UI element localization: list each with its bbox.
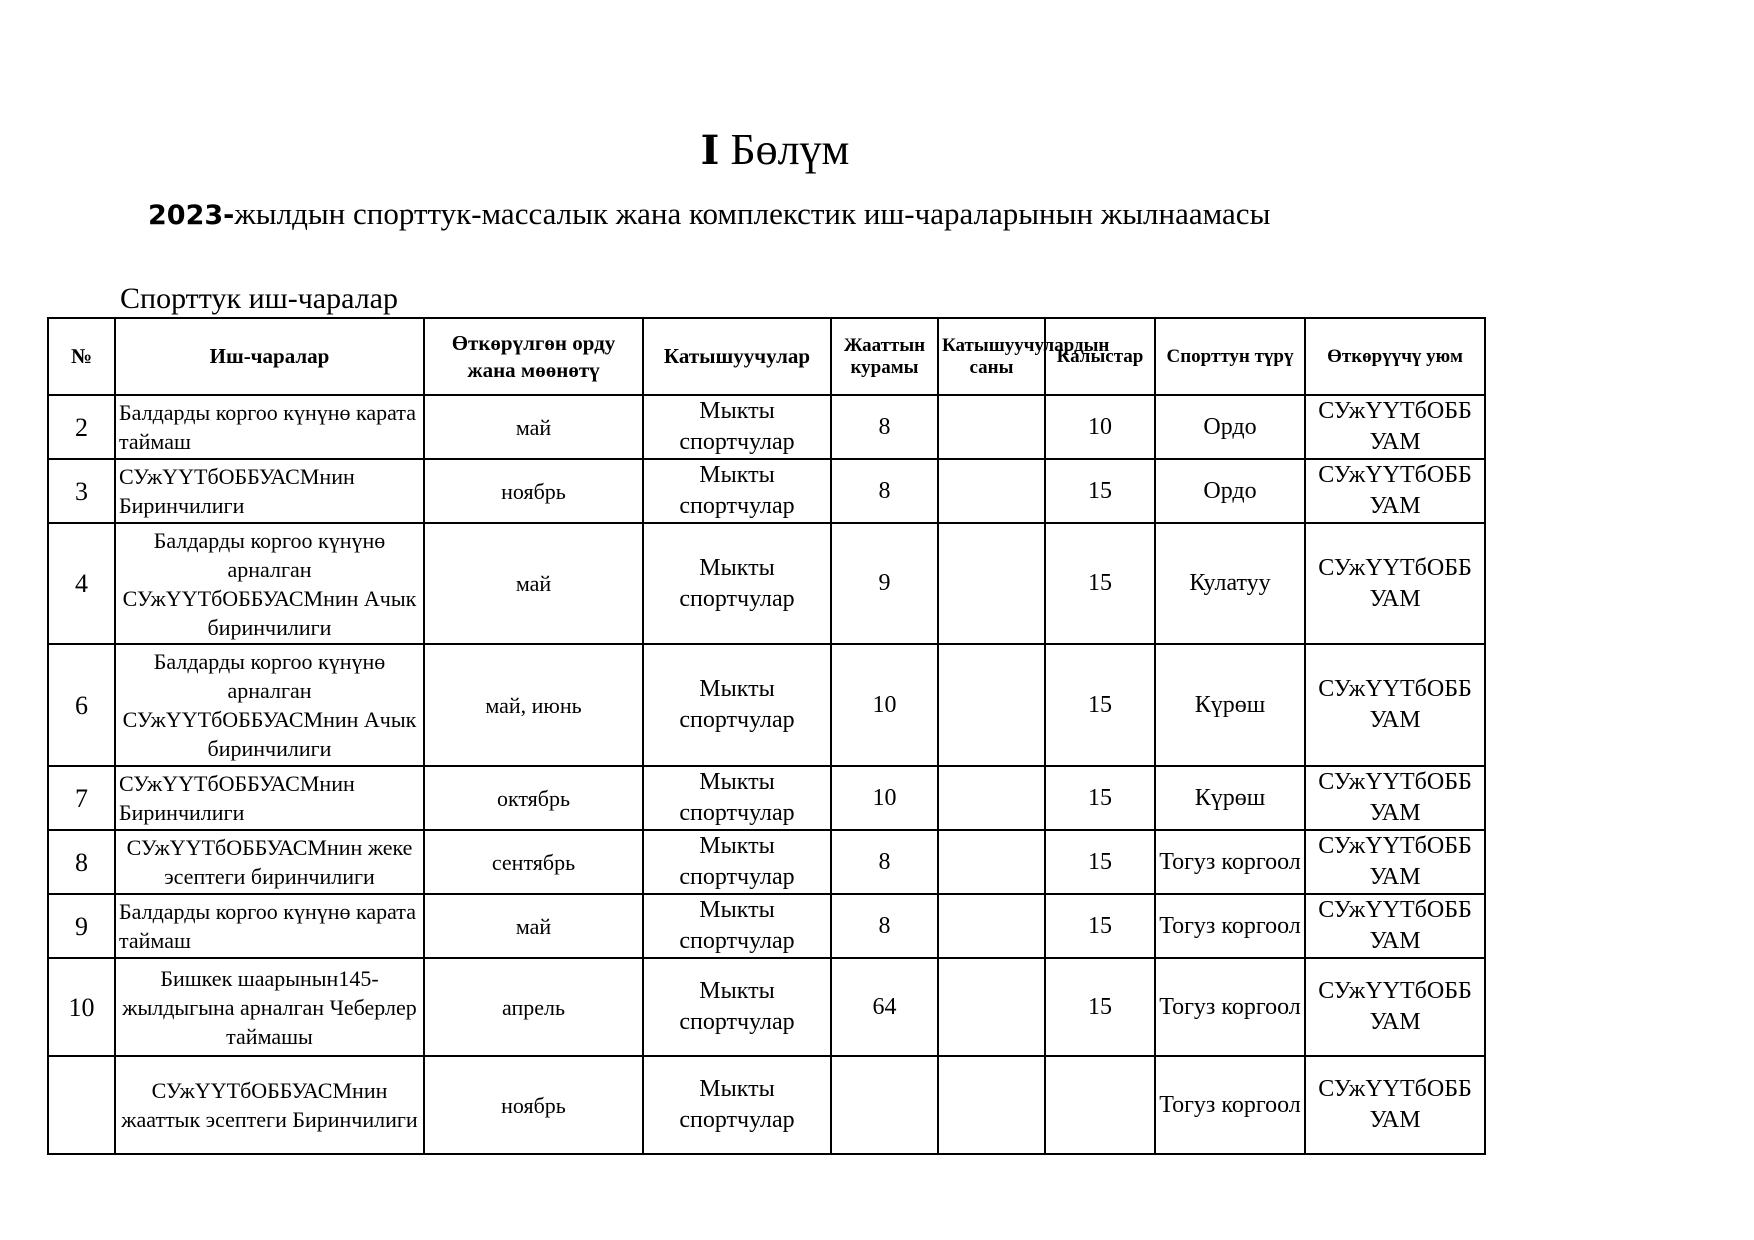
cell-organizer: СУжҮҮТбОББ УАМ <box>1305 523 1485 644</box>
subtitle-year: 2023- <box>148 200 235 231</box>
cell-team: 9 <box>831 523 938 644</box>
cell-sport: Күрөш <box>1155 644 1305 766</box>
cell-count <box>938 894 1045 958</box>
cell-participants: Мыкты спортчулар <box>643 395 831 459</box>
cell-participants: Мыкты спортчулар <box>643 766 831 830</box>
header-sport: Спорттун түрү <box>1155 318 1305 395</box>
table-header-row <box>48 318 1485 395</box>
cell-event: Балдарды коргоо күнүнө арналган СУжҮҮТбОББУАСМнин Ачык биринчилиги <box>115 644 424 766</box>
cell-count <box>938 830 1045 894</box>
cell-num: 4 <box>48 523 115 644</box>
subtitle-text: жылдын спорттук-массалык жана комплекстик иш-чараларынын жылнаамасы <box>234 196 1271 231</box>
cell-team: 8 <box>831 830 938 894</box>
cell-date: май <box>424 523 643 644</box>
cell-sport: Ордо <box>1155 395 1305 459</box>
cell-judges: 15 <box>1045 459 1155 523</box>
header-num: № <box>48 318 115 395</box>
cell-num <box>48 1056 115 1154</box>
cell-date: ноябрь <box>424 1056 643 1154</box>
header-team: Жааттын курамы <box>831 318 938 395</box>
events-table <box>47 317 1486 1155</box>
heading-number: I <box>700 127 720 174</box>
cell-event: СУжҮҮТбОББУАСМнин жеке эсептеги биринчилиги <box>115 830 424 894</box>
cell-organizer: СУжҮҮТбОББ УАМ <box>1305 766 1485 830</box>
cell-count <box>938 958 1045 1056</box>
header-organizer: Өткөрүүчү уюм <box>1305 318 1485 395</box>
cell-event: Балдарды коргоо күнүнө арналган СУжҮҮТбОББУАСМнин Ачык биринчилиги <box>115 523 424 644</box>
cell-num: 9 <box>48 894 115 958</box>
header-count: Катышуучулардын саны <box>938 318 1045 395</box>
cell-judges <box>1045 1056 1155 1154</box>
cell-team: 8 <box>831 395 938 459</box>
cell-judges: 15 <box>1045 644 1155 766</box>
cell-event: Бишкек шаарынын145-жылдыгына арналган Чеберлер таймашы <box>115 958 424 1056</box>
section-title: Спорттук иш-чаралар <box>120 282 398 315</box>
table-row <box>48 459 1485 523</box>
cell-date: апрель <box>424 958 643 1056</box>
cell-count <box>938 644 1045 766</box>
cell-date: сентябрь <box>424 830 643 894</box>
cell-organizer: СУжҮҮТбОББ УАМ <box>1305 1056 1485 1154</box>
cell-sport: Тогуз коргоол <box>1155 958 1305 1056</box>
table-row <box>48 766 1485 830</box>
cell-participants: Мыкты спортчулар <box>643 523 831 644</box>
cell-participants: Мыкты спортчулар <box>643 894 831 958</box>
cell-count <box>938 523 1045 644</box>
cell-date: май, июнь <box>424 644 643 766</box>
cell-sport: Ордо <box>1155 459 1305 523</box>
cell-judges: 10 <box>1045 395 1155 459</box>
cell-organizer: СУжҮҮТбОББ УАМ <box>1305 644 1485 766</box>
cell-event: СУжҮҮТбОББУАСМнин жааттык эсептеги Биринчилиги <box>115 1056 424 1154</box>
cell-judges: 15 <box>1045 523 1155 644</box>
cell-num: 6 <box>48 644 115 766</box>
cell-organizer: СУжҮҮТбОББ УАМ <box>1305 395 1485 459</box>
cell-num: 7 <box>48 766 115 830</box>
cell-sport: Тогуз коргоол <box>1155 1056 1305 1154</box>
cell-date: ноябрь <box>424 459 643 523</box>
cell-organizer: СУжҮҮТбОББ УАМ <box>1305 830 1485 894</box>
table-row <box>48 523 1485 644</box>
cell-count <box>938 1056 1045 1154</box>
cell-team: 64 <box>831 958 938 1056</box>
table-row <box>48 894 1485 958</box>
cell-count <box>938 766 1045 830</box>
cell-organizer: СУжҮҮТбОББ УАМ <box>1305 958 1485 1056</box>
table-row <box>48 644 1485 766</box>
cell-event: Балдарды коргоо күнүнө карата таймаш <box>115 395 424 459</box>
cell-team: 10 <box>831 644 938 766</box>
cell-participants: Мыкты спортчулар <box>643 958 831 1056</box>
header-event: Иш-чаралар <box>115 318 424 395</box>
page-subtitle <box>148 196 1270 232</box>
table-row <box>48 1056 1485 1154</box>
header-place-date: Өткөрүлгөн орду жана мөөнөтү <box>424 318 643 395</box>
table-row <box>48 395 1485 459</box>
cell-event: СУжҮҮТбОББУАСМнин Биринчилиги <box>115 459 424 523</box>
cell-date: октябрь <box>424 766 643 830</box>
cell-date: май <box>424 395 643 459</box>
cell-participants: Мыкты спортчулар <box>643 644 831 766</box>
cell-organizer: СУжҮҮТбОББ УАМ <box>1305 894 1485 958</box>
cell-sport: Кулатуу <box>1155 523 1305 644</box>
cell-judges: 15 <box>1045 894 1155 958</box>
table-row <box>48 958 1485 1056</box>
cell-num: 8 <box>48 830 115 894</box>
cell-num: 2 <box>48 395 115 459</box>
cell-team: 8 <box>831 459 938 523</box>
cell-num: 10 <box>48 958 115 1056</box>
cell-participants: Мыкты спортчулар <box>643 1056 831 1154</box>
cell-date: май <box>424 894 643 958</box>
table-row <box>48 830 1485 894</box>
cell-sport: Тогуз коргоол <box>1155 894 1305 958</box>
cell-team: 8 <box>831 894 938 958</box>
cell-team: 10 <box>831 766 938 830</box>
cell-num: 3 <box>48 459 115 523</box>
header-participants: Катышуучулар <box>643 318 831 395</box>
cell-sport: Тогуз коргоол <box>1155 830 1305 894</box>
cell-judges: 15 <box>1045 830 1155 894</box>
cell-team <box>831 1056 938 1154</box>
cell-count <box>938 459 1045 523</box>
heading-text: Бөлүм <box>719 125 850 174</box>
cell-judges: 15 <box>1045 958 1155 1056</box>
cell-event: Балдарды коргоо күнүнө карата таймаш <box>115 894 424 958</box>
cell-sport: Күрөш <box>1155 766 1305 830</box>
cell-organizer: СУжҮҮТбОББ УАМ <box>1305 459 1485 523</box>
cell-participants: Мыкты спортчулар <box>643 830 831 894</box>
cell-participants: Мыкты спортчулар <box>643 459 831 523</box>
header-judges: Калыстар <box>1045 318 1155 395</box>
cell-count <box>938 395 1045 459</box>
cell-event: СУжҮҮТбОББУАСМнин Биринчилиги <box>115 766 424 830</box>
page-heading <box>0 124 1550 175</box>
cell-judges: 15 <box>1045 766 1155 830</box>
